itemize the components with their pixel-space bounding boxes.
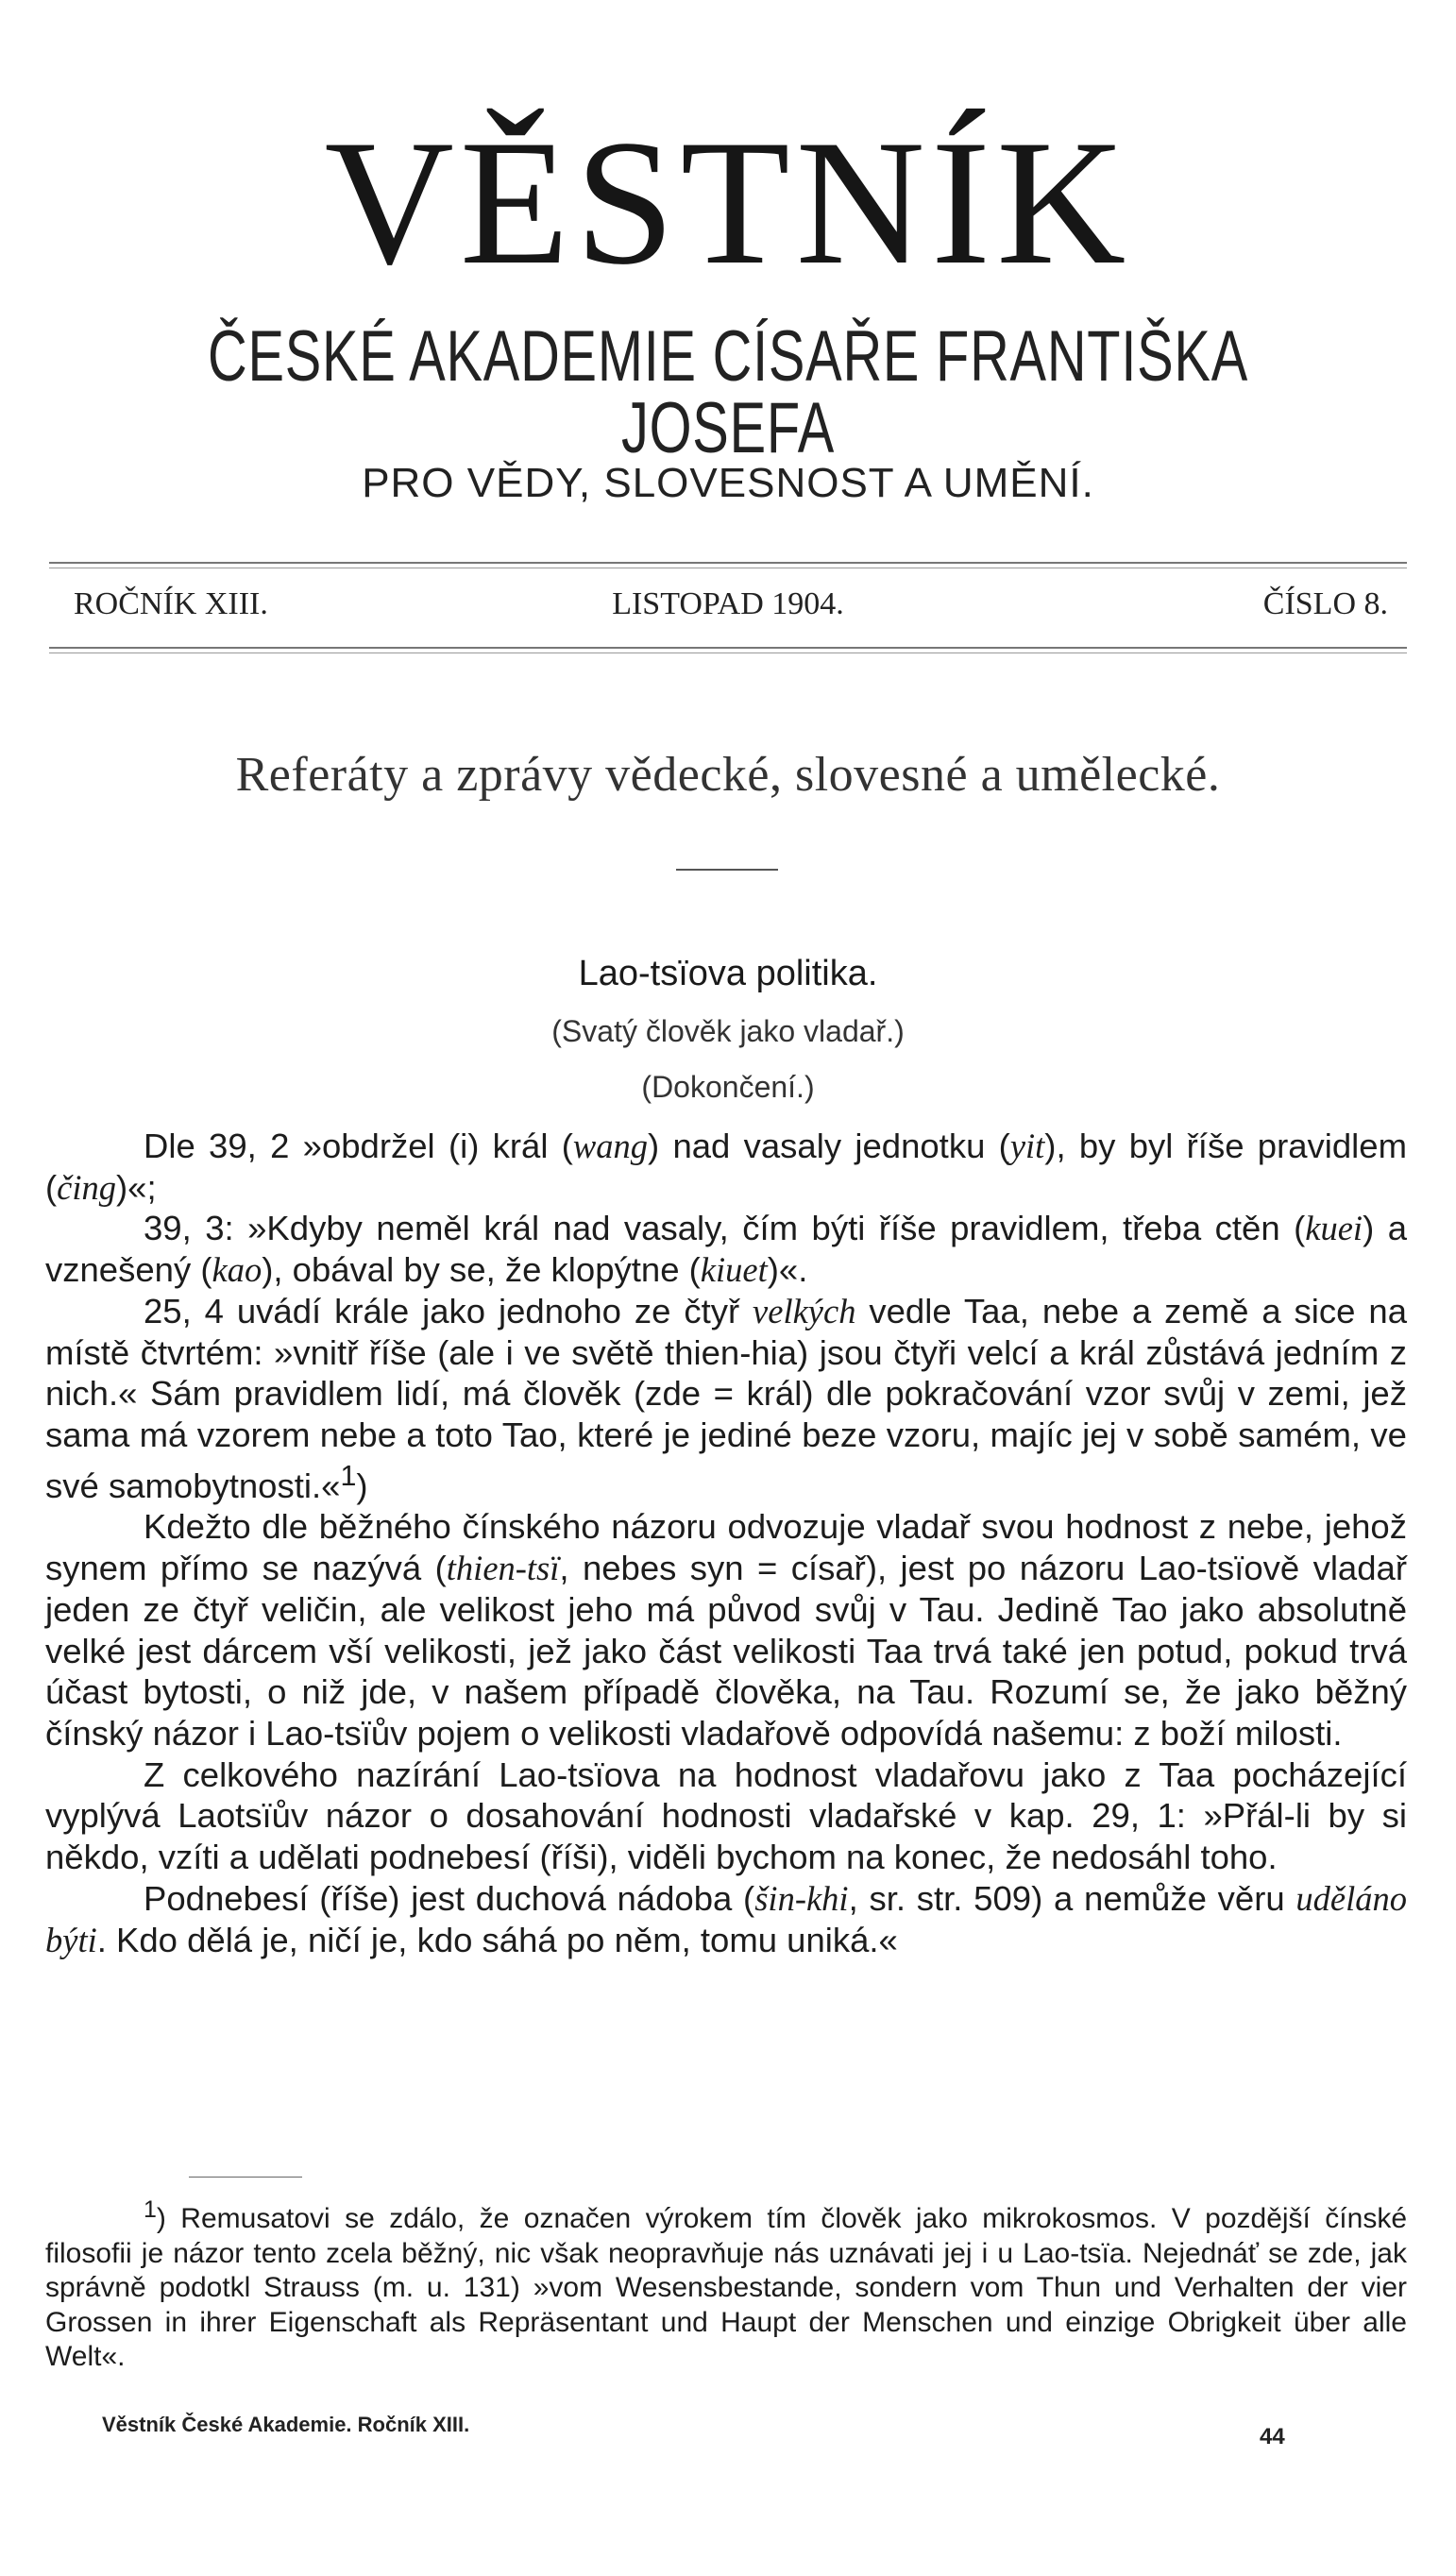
text-run: ), obával by se, že klopýtne (: [262, 1250, 701, 1290]
text-run: )«;: [116, 1167, 157, 1207]
text-run: , nebes syn = císař), jest po názoru Lao-tsïově vladař jeden ze čtyř veličin, ale velikost jeho má původ svůj v Tau. Jedině Tao jako absolutně velké jest dárcem vší velikosti, jež jako část velikosti Taa trvá také jen potud, pokud trvá účast bytosti, o niž jde, v našem případě člověka, na Tau. Rozumí se, že jako běžný čínský názor i Lao-tsïův pojem o velikosti vladařově odpovídá našemu: z boží milosti.: [45, 1549, 1407, 1753]
body-paragraph: [45, 1126, 1407, 1208]
text-run: ), by byl říše pravidlem (: [45, 1127, 1407, 1207]
article-continuation-note: (Dokončení.): [641, 1070, 815, 1104]
text-run: )«.: [767, 1250, 808, 1290]
text-run: Podnebesí (říše) jest duchová nádoba (: [144, 1878, 755, 1918]
footnote-paragraph: [45, 2193, 1407, 2375]
text-run: 39, 3: »Kdyby neměl král nad vasaly, čím býti říše pravidlem, třeba ctěn (: [144, 1209, 1306, 1248]
text-run: vedle Taa, nebe a země a sice na místě čtvrtém: »vnitř říše (ale i ve světě thien-hia) jsou čtyři velcí a král zůstává jedním z nich.« Sám pravidlem lidí, má člověk (zde = král) dle pokračování vzor svůj v zemi, jež sama má vzorem nebe a toto Tao, které je jediné beze vzoru, majíc jej v sobě samém, ve své samobytnosti.«: [45, 1291, 1407, 1505]
text-run: 25, 4 uvádí krále jako jednoho ze čtyř: [144, 1291, 753, 1330]
footnote-reference: 1: [340, 1459, 357, 1492]
footnote: [45, 2193, 1407, 2375]
footnote-text: ) Remusatovi se zdálo, že označen výrokem tím člověk jako mikrokosmos. V pozdější čínské filosofii je názor tento zcela běžný, nic však neopravňuje nás uznávati jej i u Lao-tsïa. Nejednáť se zde, jak správně podotkl Strauss (m. u. 131) »vom Wesensbestande, sondern vom Thun und Verhalten der vier Grossen in ihrer Eigenschaft als Repräsentant und Haupt der Menschen und einzige Obrigkeit über alle Welt«.: [45, 2203, 1407, 2373]
italic-term: kiuet: [700, 1250, 768, 1290]
body-paragraph: [45, 1208, 1407, 1290]
header-rule-bottom: [49, 647, 1407, 649]
italic-term: yit: [1009, 1127, 1045, 1165]
footnote-marker: 1: [144, 2196, 157, 2223]
text-run: ) a vznešený (: [45, 1209, 1407, 1290]
page-number: 44: [1260, 2424, 1285, 2449]
body-paragraph: [45, 1754, 1407, 1878]
italic-term: šin-khi: [754, 1878, 849, 1918]
body-paragraph: [45, 1506, 1407, 1754]
text-run: Kdežto dle běžného čínského názoru odvozuje vladař svou hodnost z nebe, jehož synem přímo se nazývá (: [45, 1507, 1407, 1588]
journal-title: VĚSTNÍK: [324, 104, 1132, 302]
footnote-rule: [189, 2177, 302, 2178]
article-title: Lao-tsïova politika.: [578, 954, 878, 993]
issue-number: ČÍSLO 8.: [1262, 586, 1388, 621]
text-run: ): [356, 1466, 368, 1505]
text-run: ) nad vasaly jednotku (: [648, 1127, 1010, 1165]
italic-term: velkých: [753, 1291, 856, 1330]
italic-term: kuei: [1305, 1209, 1363, 1248]
italic-term: čing: [57, 1167, 116, 1207]
academy-name: ČESKÉ AKADEMIE CÍSAŘE FRANTIŠKA JOSEFA: [207, 316, 1249, 468]
body-paragraph: [45, 1291, 1407, 1507]
running-footer: Věstník České Akademie. Ročník XIII.: [102, 2413, 470, 2436]
header-rule-top: [49, 562, 1407, 564]
text-run: Dle 39, 2 »obdržel (i) král (: [144, 1127, 573, 1165]
italic-term: kao: [212, 1250, 262, 1290]
italic-term: wang: [572, 1127, 649, 1165]
text-run: , sr. str. 509) a nemůže věru: [848, 1878, 1296, 1918]
header-rule-bottom-thin: [49, 652, 1407, 653]
volume-label: ROČNÍK XIII.: [74, 586, 268, 621]
italic-term: uděláno býti: [45, 1878, 1407, 1959]
issue-date: LISTOPAD 1904.: [612, 586, 844, 621]
text-run: . Kdo dělá je, ničí je, kdo sáhá po něm, tomu uniká.«: [96, 1920, 898, 1959]
italic-term: thien-tsï: [446, 1549, 560, 1588]
article-body: [45, 1126, 1407, 1960]
body-paragraph: [45, 1878, 1407, 1960]
text-run: Z celkového nazírání Lao-tsïova na hodnost vladařovu jako z Taa pocházející vyplývá Laotsïův názor o dosahování hodnosti vladařské v kap. 29, 1: »Přál-li by si někdo, vzíti a udělati podnebesí (říši), viděli bychom na konec, že nedosáhl toho.: [45, 1754, 1407, 1877]
section-divider: [676, 869, 778, 871]
section-title: Referáty a zprávy vědecké, slovesné a umělecké.: [235, 748, 1221, 802]
article-subtitle: (Svatý člověk jako vladař.): [551, 1014, 905, 1048]
journal-subtitle: PRO VĚDY, SLOVESNOST A UMĚNÍ.: [362, 460, 1094, 506]
